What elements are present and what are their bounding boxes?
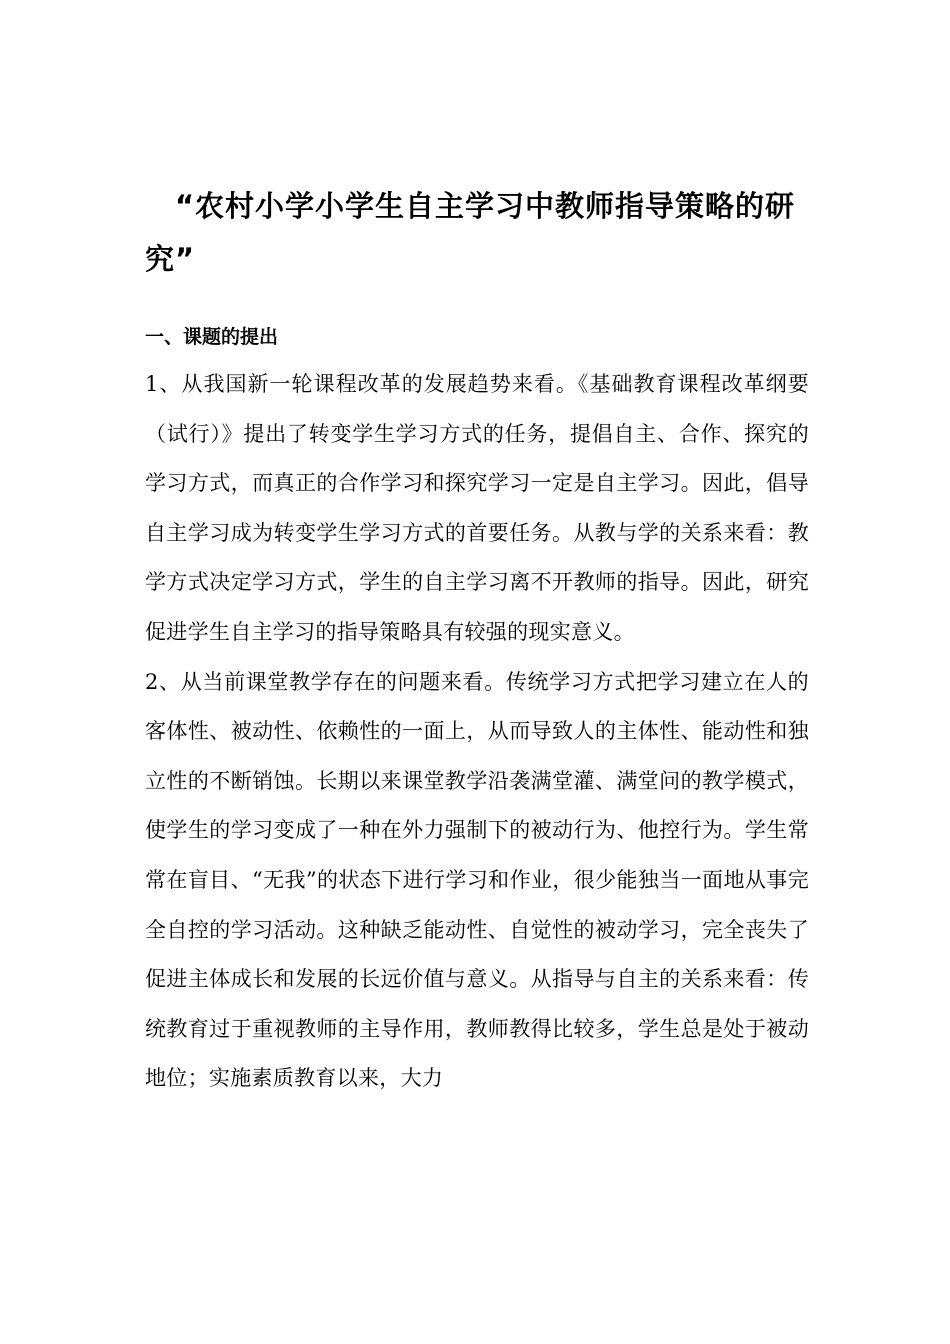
- document-title: “农村小学小学生自主学习中教师指导策略的研究”: [145, 189, 796, 276]
- paragraph-1: 1、从我国新一轮课程改革的发展趋势来看。《基础教育课程改革纲要（试行）》提出了转变学生学习方式的任务，提倡自主、合作、探究的学习方式，而真正的合作学习和探究学习一定是自主学习。因此，倡导自主学习成为转变学生学习方式的首要任务。从教与学的关系来看：教学方式决定学习方式，学生的自主学习离不开教师的指导。因此，研究促进学生自主学习的指导策略具有较强的现实意义。: [145, 372, 809, 644]
- paragraph-2: 2、从当前课堂教学存在的问题来看。传统学习方式把学习建立在人的客体性、被动性、依赖性的一面上，从而导致人的主体性、能动性和独立性的不断销蚀。长期以来课堂教学沿袭满堂灌、满堂问的教学模式，使学生的学习变成了一种在外力强制下的被动行为、他控行为。学生常常在盲目、“无我”的状态下进行学习和作业，很少能独当一面地从事完全自控的学习活动。这种缺乏能动性、自觉性的被动学习，完全丧失了促进主体成长和发展的长远价值与意义。从指导与自主的关系来看：传统教育过于重视教师的主导作用，教师教得比较多，学生总是处于被动地位；实施素质教育以来，大力: [145, 669, 809, 1091]
- section-heading: 一、课题的提出: [145, 326, 279, 348]
- document-body: [145, 180, 809, 1104]
